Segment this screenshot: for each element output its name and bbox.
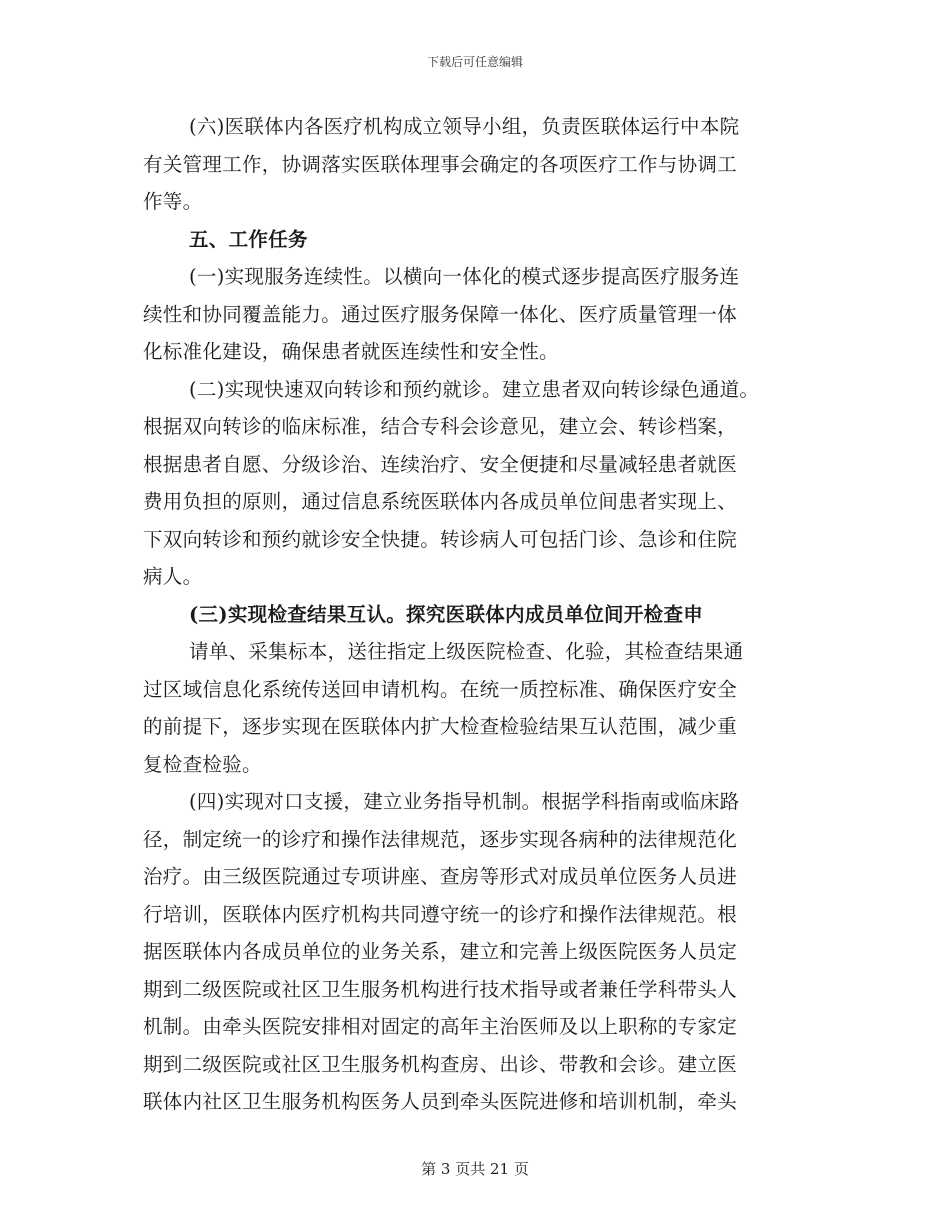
section-heading: 五、工作任务 [189, 227, 308, 251]
item-3-heading: (三)实现检查结果互认。探究医联体内成员单位间开检查申 [189, 602, 704, 626]
paragraph-6-line-3: 作等。 [143, 190, 203, 213]
item-3-line-3: 的前提下，逐步实现在医联体内扩大检查检验结果互认范围，减少重 [143, 715, 738, 738]
page-header: 下载后可任意编辑 [426, 55, 523, 69]
item-4-line-8: 期到二级医院或社区卫生服务机构查房、出诊、带教和会诊。建立医 [143, 1052, 738, 1076]
item-4-line-5: 据医联体内各成员单位的业务关系，建立和完善上级医院医务人员定 [143, 940, 738, 963]
item-2-line-1: (二)实现快速双向转诊和预约就诊。建立患者双向转诊绿色通道。 [189, 377, 760, 401]
item-3-line-2: 过区域信息化系统传送回申请机构。在统一质控标准、确保医疗安全 [143, 677, 738, 701]
item-1-line-3: 化标准化建设，确保患者就医连续性和安全性。 [143, 340, 559, 363]
item-4-line-4: 行培训，医联体内医疗机构共同遵守统一的诊疗和操作法律规范。根 [143, 902, 738, 926]
paragraph-6-line-1: (六)医联体内各医疗机构成立领导小组，负责医联体运行中本院 [189, 115, 740, 138]
document-body [143, 108, 813, 1121]
item-3-line-4: 复检查检验。 [143, 752, 262, 776]
item-4-line-2: 径，制定统一的诊疗和操作法律规范，逐步实现各病种的法律规范化 [143, 827, 738, 851]
item-4-line-7: 机制。由牵头医院安排相对固定的高年主治医师及以上职称的专家定 [143, 1015, 738, 1038]
item-2-line-6: 病人。 [143, 565, 203, 588]
item-1-line-1: (一)实现服务连续性。以横向一体化的模式逐步提高医疗服务连 [189, 265, 740, 288]
item-4-line-1: (四)实现对口支援，建立业务指导机制。根据学科指南或临床路 [189, 790, 740, 813]
item-2-line-3: 根据患者自愿、分级诊治、连续治疗、安全便捷和尽量减轻患者就医 [143, 452, 738, 476]
item-4-line-9: 联体内社区卫生服务机构医务人员到牵头医院进修和培训机制，牵头 [143, 1090, 738, 1113]
item-4-line-3: 治疗。由三级医院通过专项讲座、查房等形式对成员单位医务人员进 [143, 865, 738, 888]
paragraph-6-line-2: 有关管理工作，协调落实医联体理事会确定的各项医疗工作与协调工 [143, 152, 738, 176]
item-3-line-1: 请单、采集标本，送往指定上级医院检查、化验，其检查结果通 [189, 640, 744, 663]
item-4-line-6: 期到二级医院或社区卫生服务机构进行技术指导或者兼任学科带头人 [143, 977, 738, 1001]
item-2-line-2: 根据双向转诊的临床标准，结合专科会诊意见，建立会、转诊档案， [143, 415, 738, 438]
item-2-line-5: 下双向转诊和预约就诊安全快捷。转诊病人可包括门诊、急诊和住院 [143, 527, 738, 551]
item-1-line-2: 续性和协同覆盖能力。通过医疗服务保障一体化、医疗质量管理一体 [143, 302, 738, 326]
page-footer: 第 3 页共 21 页 [421, 1160, 529, 1178]
item-2-line-4: 费用负担的原则，通过信息系统医联体内各成员单位间患者实现上、 [143, 490, 738, 513]
